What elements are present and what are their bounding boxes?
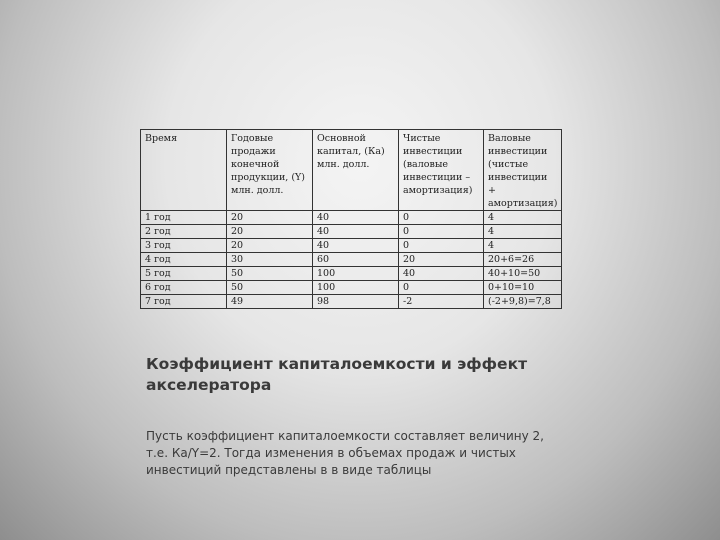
- cell-sales: 20: [227, 225, 313, 239]
- cell-net-investment: 0: [399, 211, 484, 225]
- cell-net-investment: 20: [399, 253, 484, 267]
- table-row: [141, 295, 562, 309]
- cell-gross-investment: 4: [484, 225, 562, 239]
- cell-gross-investment: 4: [484, 211, 562, 225]
- cell-sales: 20: [227, 239, 313, 253]
- header-fixed-capital: Основной капитал, (Ка) млн. долл.: [313, 130, 399, 211]
- data-table-container: [140, 129, 562, 309]
- header-time: Время: [141, 130, 227, 211]
- cell-year: 7 год: [141, 295, 227, 309]
- cell-gross-investment: 4: [484, 239, 562, 253]
- cell-capital: 100: [313, 281, 399, 295]
- table-row: [141, 267, 562, 281]
- cell-sales: 50: [227, 267, 313, 281]
- sales-investment-table: [140, 129, 562, 309]
- cell-gross-investment: 20+6=26: [484, 253, 562, 267]
- cell-net-investment: 0: [399, 239, 484, 253]
- cell-sales: 20: [227, 211, 313, 225]
- cell-capital: 60: [313, 253, 399, 267]
- cell-sales: 49: [227, 295, 313, 309]
- cell-capital: 40: [313, 225, 399, 239]
- table-header-row: [141, 130, 562, 211]
- cell-sales: 50: [227, 281, 313, 295]
- header-net-investment: Чистые инвестиции (валовые инвестиции – амортизация): [399, 130, 484, 211]
- cell-net-investment: -2: [399, 295, 484, 309]
- cell-net-investment: 0: [399, 225, 484, 239]
- cell-gross-investment: 0+10=10: [484, 281, 562, 295]
- cell-sales: 30: [227, 253, 313, 267]
- section-heading: Коэффициент капиталоемкости и эффект акселератора: [146, 355, 528, 394]
- cell-capital: 98: [313, 295, 399, 309]
- cell-year: 5 год: [141, 267, 227, 281]
- cell-gross-investment: 40+10=50: [484, 267, 562, 281]
- cell-gross-investment: (-2+9,8)=7,8: [484, 295, 562, 309]
- cell-capital: 40: [313, 211, 399, 225]
- cell-year: 2 год: [141, 225, 227, 239]
- cell-capital: 100: [313, 267, 399, 281]
- cell-net-investment: 0: [399, 281, 484, 295]
- cell-year: 3 год: [141, 239, 227, 253]
- header-annual-sales: Годовые продажи конечной продукции, (Y) млн. долл.: [227, 130, 313, 211]
- cell-year: 1 год: [141, 211, 227, 225]
- cell-capital: 40: [313, 239, 399, 253]
- cell-net-investment: 40: [399, 267, 484, 281]
- table-row: [141, 225, 562, 239]
- table-row: [141, 239, 562, 253]
- header-gross-investment: Валовые инвестиции (чистые инвестиции + амортизация): [484, 130, 562, 211]
- table-row: [141, 211, 562, 225]
- cell-year: 4 год: [141, 253, 227, 267]
- cell-year: 6 год: [141, 281, 227, 295]
- body-paragraph: Пусть коэффициент капиталоемкости составляет величину 2, т.е. Ка/Y=2. Тогда изменения в объемах продаж и чистых инвестиций представлены в в виде таблицы: [146, 429, 544, 477]
- table-row: [141, 253, 562, 267]
- table-row: [141, 281, 562, 295]
